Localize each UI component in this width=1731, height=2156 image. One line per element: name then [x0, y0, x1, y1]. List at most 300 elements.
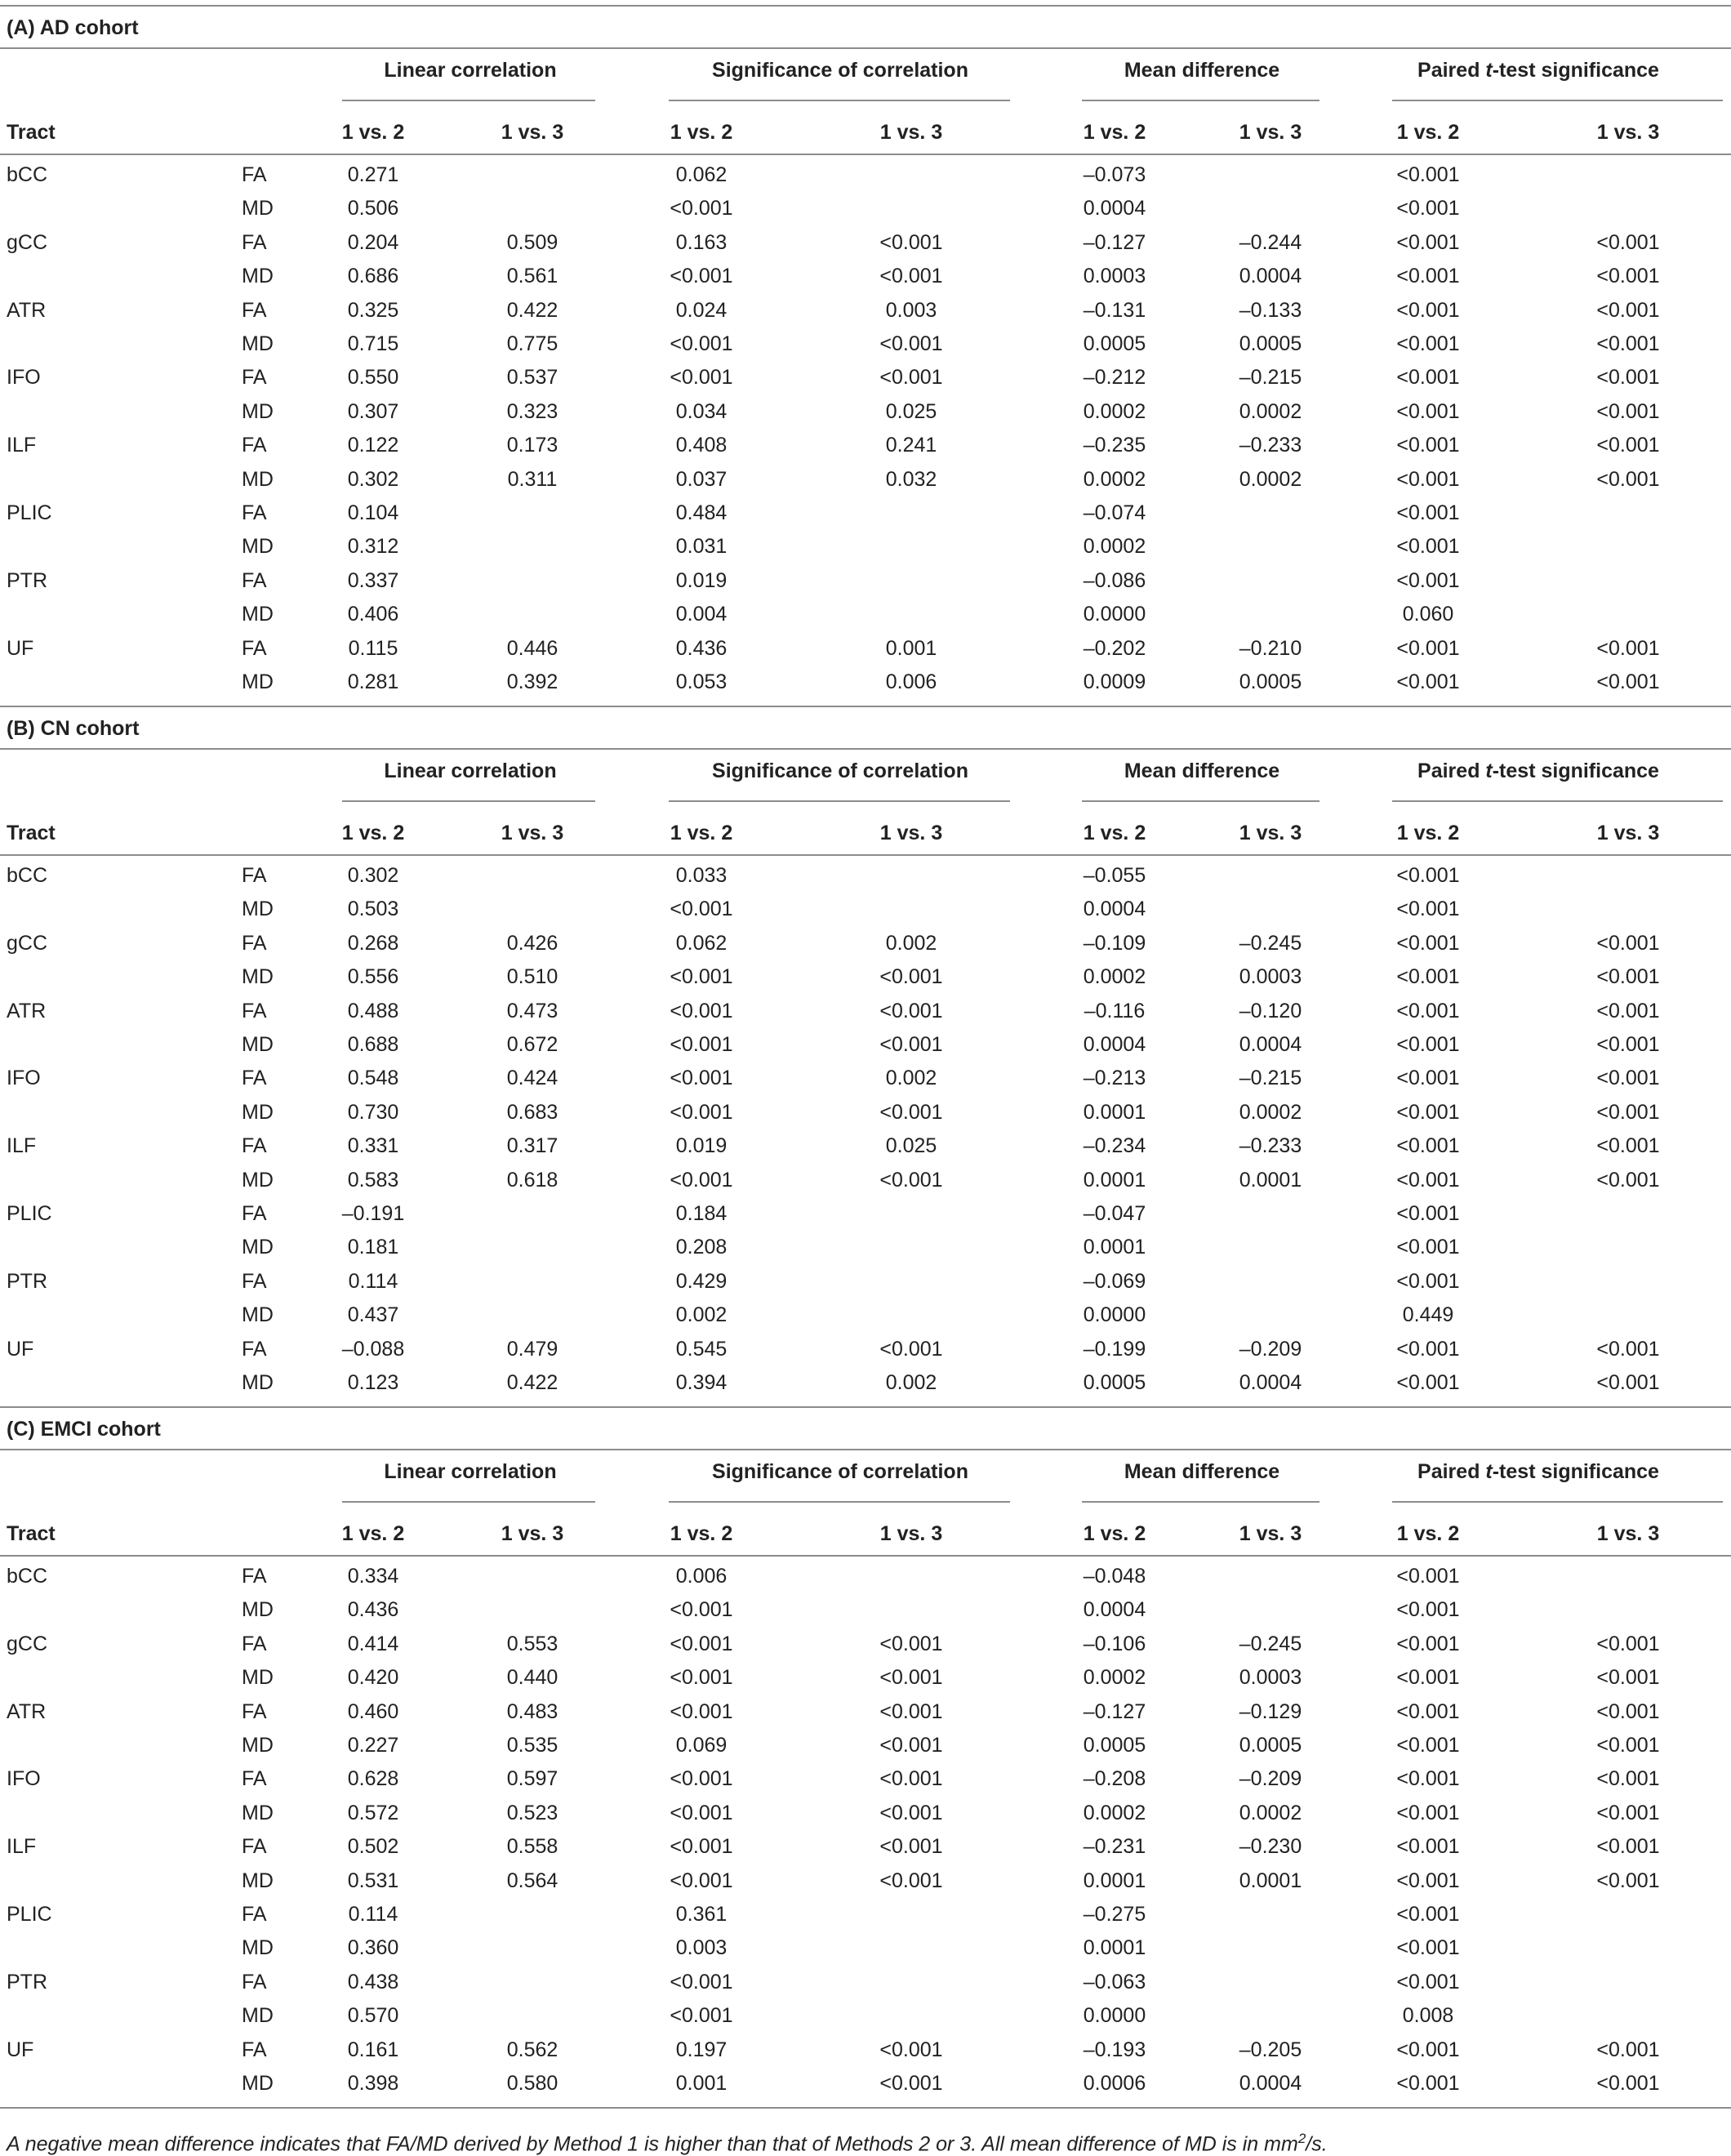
header-bottom-rule: [0, 1555, 1731, 1557]
group-header: Significance of correlation: [712, 59, 968, 82]
measure-label: FA: [242, 1134, 267, 1158]
measure-label: FA: [242, 1903, 267, 1926]
table-cell: 0.0001: [1083, 1168, 1146, 1192]
table-cell: 0.173: [506, 434, 558, 457]
table-cell: <0.001: [1396, 636, 1460, 660]
table-cell: –0.209: [1239, 1337, 1302, 1361]
table-cell: <0.001: [1396, 1033, 1460, 1056]
comparison-header: 1 vs. 3: [501, 822, 564, 844]
table-cell: <0.001: [1596, 1168, 1660, 1192]
table-cell: 0.483: [506, 1699, 558, 1723]
table-cell: <0.001: [1396, 265, 1460, 288]
table-cell: 0.0001: [1239, 1168, 1302, 1192]
table-cell: –0.209: [1239, 1767, 1302, 1791]
table-cell: <0.001: [879, 999, 943, 1022]
table-cell: <0.001: [1396, 1903, 1460, 1926]
measure-label: FA: [242, 2038, 267, 2061]
table-cell: 0.561: [506, 265, 558, 288]
table-cell: 0.406: [347, 603, 399, 626]
table-cell: <0.001: [1596, 467, 1660, 491]
table-cell: –0.129: [1239, 1699, 1302, 1723]
ttest-suffix: -test significance: [1492, 1460, 1659, 1483]
table-cell: 0.312: [347, 535, 399, 559]
table-cell: <0.001: [879, 1835, 943, 1859]
group-underline: [342, 100, 595, 101]
measure-label: MD: [242, 1734, 274, 1757]
table-cell: 0.003: [885, 298, 937, 322]
table-cell: 0.426: [506, 931, 558, 955]
table-cell: –0.086: [1083, 568, 1146, 592]
table-cell: 0.053: [675, 670, 728, 693]
table-cell: <0.001: [1596, 1371, 1660, 1394]
table-cell: <0.001: [1596, 1801, 1660, 1824]
table-cell: 0.479: [506, 1337, 558, 1361]
ttest-prefix: Paired: [1417, 1460, 1486, 1483]
comparison-header: 1 vs. 2: [1083, 1522, 1146, 1545]
section-bottom-rule: [0, 1406, 1731, 1408]
table-cell: <0.001: [670, 1598, 733, 1622]
table-cell: <0.001: [670, 1767, 733, 1791]
table-cell: <0.001: [1396, 965, 1460, 989]
table-cell: <0.001: [1596, 1767, 1660, 1791]
table-cell: 0.715: [347, 332, 399, 355]
table-cell: 0.510: [506, 965, 558, 989]
section-title: (A) AD cohort: [7, 16, 139, 39]
table-cell: 0.002: [885, 1371, 937, 1394]
table-cell: <0.001: [1596, 1632, 1660, 1655]
table-cell: <0.001: [879, 965, 943, 989]
table-cell: 0.034: [675, 399, 728, 423]
table-cell: <0.001: [670, 1869, 733, 1892]
table-cell: 0.334: [347, 1565, 399, 1588]
measure-label: FA: [242, 1067, 267, 1090]
table-cell: <0.001: [879, 1632, 943, 1655]
table-cell: –0.275: [1083, 1903, 1146, 1926]
table-cell: <0.001: [1396, 230, 1460, 254]
table-cell: 0.114: [348, 1903, 398, 1926]
table-cell: <0.001: [1596, 230, 1660, 254]
measure-label: FA: [242, 1970, 267, 1993]
comparison-header: 1 vs. 2: [670, 1522, 733, 1545]
table-cell: <0.001: [1396, 1801, 1460, 1824]
group-underline: [669, 100, 1010, 101]
table-cell: 0.0002: [1083, 399, 1146, 423]
table-cell: <0.001: [1596, 1134, 1660, 1158]
table-cell: 0.392: [506, 670, 558, 693]
table-cell: 0.424: [506, 1067, 558, 1090]
table-cell: 0.037: [675, 467, 728, 491]
measure-label: MD: [242, 670, 274, 693]
table-cell: 0.337: [347, 568, 399, 592]
measure-label: MD: [242, 197, 274, 220]
ttest-italic-t: t: [1485, 1460, 1493, 1483]
table-cell: 0.114: [348, 1269, 398, 1293]
measure-label: FA: [242, 1565, 267, 1588]
measure-label: MD: [242, 1666, 274, 1690]
table-cell: <0.001: [1396, 864, 1460, 887]
table-cell: 0.438: [347, 1970, 399, 1993]
table-cell: <0.001: [670, 197, 733, 220]
table-cell: 0.361: [675, 1903, 728, 1926]
measure-label: FA: [242, 999, 267, 1022]
group-underline-ttest: [1392, 800, 1723, 802]
table-cell: 0.0002: [1083, 535, 1146, 559]
measure-label: FA: [242, 1767, 267, 1791]
table-cell: –0.245: [1239, 931, 1302, 955]
table-cell: 0.446: [506, 636, 558, 660]
table-cell: 0.0001: [1083, 1236, 1146, 1259]
table-cell: –0.120: [1239, 999, 1302, 1022]
tract-name: IFO: [7, 1767, 41, 1791]
tract-name: IFO: [7, 366, 41, 390]
table-cell: 0.420: [347, 1666, 399, 1690]
comparison-header: 1 vs. 2: [670, 121, 733, 144]
group-underline-ttest: [1392, 100, 1723, 101]
table-cell: –0.215: [1239, 366, 1302, 390]
comparison-header: 1 vs. 2: [1396, 121, 1460, 144]
table-cell: 0.503: [347, 898, 399, 921]
tract-header: Tract: [7, 121, 56, 144]
measure-label: MD: [242, 467, 274, 491]
table-cell: <0.001: [879, 2038, 943, 2061]
table-cell: <0.001: [1396, 1767, 1460, 1791]
table-cell: –0.106: [1083, 1632, 1146, 1655]
comparison-header: 1 vs. 3: [879, 822, 943, 844]
table-cell: <0.001: [670, 1801, 733, 1824]
comparison-header: 1 vs. 2: [341, 1522, 405, 1545]
table-cell: 0.0003: [1239, 965, 1302, 989]
measure-label: MD: [242, 2004, 274, 2028]
table-cell: –0.073: [1083, 163, 1146, 186]
measure-label: FA: [242, 366, 267, 390]
group-header-ttest: [1417, 58, 1659, 82]
table-cell: <0.001: [1596, 999, 1660, 1022]
group-header: Linear correlation: [384, 760, 557, 782]
ttest-suffix: -test significance: [1492, 59, 1659, 82]
table-cell: 0.032: [885, 467, 937, 491]
table-cell: –0.127: [1083, 230, 1146, 254]
table-cell: 0.0000: [1083, 1303, 1146, 1327]
table-cell: 0.537: [506, 366, 558, 390]
table-cell: <0.001: [1596, 1100, 1660, 1124]
table-cell: 0.0005: [1239, 332, 1302, 355]
table-cell: 0.0004: [1083, 1033, 1146, 1056]
tract-name: IFO: [7, 1067, 41, 1090]
table-cell: 0.325: [347, 298, 399, 322]
table-cell: 0.025: [885, 1134, 937, 1158]
table-cell: <0.001: [1596, 1067, 1660, 1090]
table-cell: <0.001: [670, 999, 733, 1022]
comparison-header: 1 vs. 3: [501, 121, 564, 144]
table-cell: –0.208: [1083, 1767, 1146, 1791]
table-cell: 0.535: [506, 1734, 558, 1757]
table-cell: 0.0004: [1083, 898, 1146, 921]
table-cell: <0.001: [1596, 1869, 1660, 1892]
table-cell: 0.0002: [1239, 467, 1302, 491]
table-cell: <0.001: [1396, 1565, 1460, 1588]
footnote-superscript: 2: [1297, 2131, 1306, 2146]
table-cell: <0.001: [670, 1699, 733, 1723]
measure-label: MD: [242, 965, 274, 989]
table-cell: 0.0002: [1083, 1666, 1146, 1690]
measure-label: MD: [242, 898, 274, 921]
measure-label: MD: [242, 1371, 274, 1394]
table-cell: 0.0005: [1083, 1371, 1146, 1394]
table-cell: 0.006: [675, 1565, 728, 1588]
table-cell: 0.583: [347, 1168, 399, 1192]
table-cell: <0.001: [1396, 931, 1460, 955]
table-cell: –0.074: [1083, 501, 1146, 524]
table-cell: <0.001: [1396, 1371, 1460, 1394]
measure-label: MD: [242, 265, 274, 288]
table-cell: <0.001: [1596, 265, 1660, 288]
table-cell: 0.0002: [1239, 399, 1302, 423]
measure-label: FA: [242, 163, 267, 186]
table-cell: 0.006: [885, 670, 937, 693]
group-header: Significance of correlation: [712, 760, 968, 782]
section-title-rule: [0, 47, 1731, 49]
tract-name: gCC: [7, 931, 48, 955]
footnote-tail: /s.: [1306, 2132, 1328, 2156]
tract-header: Tract: [7, 1522, 56, 1545]
table-cell: 0.550: [347, 366, 399, 390]
table-cell: 0.436: [675, 636, 728, 660]
table-cell: <0.001: [1396, 1134, 1460, 1158]
comparison-header: 1 vs. 3: [1596, 121, 1660, 144]
table-cell: 0.460: [347, 1699, 399, 1723]
measure-label: FA: [242, 501, 267, 524]
tract-name: bCC: [7, 864, 48, 887]
table-cell: 0.271: [347, 163, 399, 186]
table-cell: 0.008: [1402, 2004, 1454, 2028]
table-cell: 0.531: [347, 1869, 399, 1892]
table-cell: 0.024: [675, 298, 728, 322]
table-cell: 0.204: [347, 230, 399, 254]
table-cell: 0.360: [347, 1936, 399, 1960]
table-cell: 0.570: [347, 2004, 399, 2028]
table-cell: 0.181: [347, 1236, 399, 1259]
table-cell: 0.268: [347, 931, 399, 955]
tract-name: UF: [7, 636, 34, 660]
tract-name: UF: [7, 1337, 34, 1361]
table-cell: 0.572: [347, 1801, 399, 1824]
table-cell: 0.060: [1402, 603, 1454, 626]
tract-name: PTR: [7, 1970, 47, 1993]
table-cell: <0.001: [1396, 2072, 1460, 2095]
measure-label: FA: [242, 636, 267, 660]
tract-name: ILF: [7, 1835, 37, 1859]
table-cell: 0.436: [347, 1598, 399, 1622]
ttest-prefix: Paired: [1417, 760, 1486, 782]
section-title-rule: [0, 1449, 1731, 1450]
table-cell: –0.202: [1083, 636, 1146, 660]
comparison-header: 1 vs. 3: [1596, 822, 1660, 844]
measure-label: MD: [242, 1801, 274, 1824]
table-cell: 0.0005: [1239, 670, 1302, 693]
table-cell: <0.001: [879, 2072, 943, 2095]
tract-name: ATR: [7, 999, 47, 1022]
table-cell: 0.227: [347, 1734, 399, 1757]
ttest-prefix: Paired: [1417, 59, 1486, 82]
table-cell: 0.509: [506, 230, 558, 254]
measure-label: FA: [242, 1835, 267, 1859]
tract-name: bCC: [7, 163, 48, 186]
table-cell: <0.001: [1596, 366, 1660, 390]
table-cell: <0.001: [879, 1100, 943, 1124]
table-cell: <0.001: [879, 1666, 943, 1690]
table-cell: <0.001: [1596, 636, 1660, 660]
group-header: Mean difference: [1124, 760, 1280, 782]
table-cell: 0.0001: [1083, 1936, 1146, 1960]
measure-label: FA: [242, 1269, 267, 1293]
group-underline: [1082, 1501, 1319, 1503]
table-cell: 0.0006: [1083, 2072, 1146, 2095]
table-cell: 0.0004: [1239, 265, 1302, 288]
table-cell: 0.002: [885, 931, 937, 955]
ttest-italic-t: t: [1485, 59, 1493, 82]
table-cell: 0.473: [506, 999, 558, 1022]
table-cell: <0.001: [1396, 999, 1460, 1022]
header-bottom-rule: [0, 854, 1731, 856]
table-cell: <0.001: [1396, 898, 1460, 921]
table-cell: 0.317: [506, 1134, 558, 1158]
table-cell: 0.580: [506, 2072, 558, 2095]
table-cell: 0.311: [507, 467, 558, 491]
group-underline: [342, 1501, 595, 1503]
table-cell: –0.231: [1083, 1835, 1146, 1859]
table-cell: <0.001: [1596, 1835, 1660, 1859]
measure-label: MD: [242, 1168, 274, 1192]
table-cell: 0.004: [675, 603, 728, 626]
table-cell: 0.0002: [1239, 1801, 1302, 1824]
tract-name: PTR: [7, 1269, 47, 1293]
table-cell: 0.001: [885, 636, 937, 660]
table-cell: –0.212: [1083, 366, 1146, 390]
table-cell: <0.001: [1396, 366, 1460, 390]
group-underline: [1082, 100, 1319, 101]
tract-name: ILF: [7, 1134, 37, 1158]
table-cell: 0.408: [675, 434, 728, 457]
table-cell: <0.001: [1596, 434, 1660, 457]
comparison-header: 1 vs. 3: [1239, 822, 1302, 844]
table-cell: –0.193: [1083, 2038, 1146, 2061]
table-cell: <0.001: [1396, 501, 1460, 524]
table-cell: <0.001: [1396, 670, 1460, 693]
table-cell: <0.001: [1396, 1835, 1460, 1859]
table-cell: <0.001: [1396, 1100, 1460, 1124]
table-cell: <0.001: [1396, 332, 1460, 355]
comparison-header: 1 vs. 2: [1396, 822, 1460, 844]
table-cell: 0.161: [347, 2038, 399, 2061]
table-cell: 0.0001: [1083, 1100, 1146, 1124]
header-bottom-rule: [0, 154, 1731, 155]
table-cell: <0.001: [1596, 1337, 1660, 1361]
table-cell: 0.197: [675, 2038, 728, 2061]
group-header: Mean difference: [1124, 59, 1280, 82]
table-cell: 0.0003: [1239, 1666, 1302, 1690]
table-cell: 0.0001: [1239, 1869, 1302, 1892]
group-header: Mean difference: [1124, 1460, 1280, 1483]
measure-label: MD: [242, 1936, 274, 1960]
comparison-header: 1 vs. 3: [879, 1522, 943, 1545]
group-underline-ttest: [1392, 1501, 1723, 1503]
comparison-header: 1 vs. 2: [670, 822, 733, 844]
table-cell: <0.001: [1396, 1269, 1460, 1293]
table-cell: <0.001: [670, 2004, 733, 2028]
table-cell: <0.001: [1396, 298, 1460, 322]
table-cell: 0.062: [675, 931, 728, 955]
table-cell: <0.001: [670, 332, 733, 355]
tract-name: ATR: [7, 298, 47, 322]
measure-label: FA: [242, 230, 267, 254]
table-cell: <0.001: [1596, 1666, 1660, 1690]
table-cell: 0.0001: [1083, 1869, 1146, 1892]
table-cell: –0.088: [341, 1337, 405, 1361]
table-cell: <0.001: [879, 265, 943, 288]
ttest-suffix: -test significance: [1492, 760, 1659, 782]
tract-name: ILF: [7, 434, 37, 457]
table-cell: <0.001: [1596, 1734, 1660, 1757]
table-cell: 0.688: [347, 1033, 399, 1056]
tract-header: Tract: [7, 822, 56, 844]
table-cell: 0.019: [675, 568, 728, 592]
table-cell: <0.001: [670, 1033, 733, 1056]
table-cell: <0.001: [1396, 568, 1460, 592]
table-cell: 0.414: [347, 1632, 399, 1655]
tract-name: PTR: [7, 568, 47, 592]
measure-label: MD: [242, 603, 274, 626]
table-footnote: [7, 2127, 1328, 2156]
table-cell: <0.001: [879, 1801, 943, 1824]
table-cell: 0.672: [506, 1033, 558, 1056]
measure-label: MD: [242, 1598, 274, 1622]
table-cell: –0.215: [1239, 1067, 1302, 1090]
group-underline: [669, 800, 1010, 802]
group-header: Significance of correlation: [712, 1460, 968, 1483]
table-cell: 0.553: [506, 1632, 558, 1655]
table-cell: –0.234: [1083, 1134, 1146, 1158]
table-cell: <0.001: [1396, 2038, 1460, 2061]
table-cell: –0.233: [1239, 434, 1302, 457]
tract-name: PLIC: [7, 1202, 52, 1225]
table-cell: <0.001: [670, 1168, 733, 1192]
comparison-header: 1 vs. 2: [341, 822, 405, 844]
table-cell: 0.488: [347, 999, 399, 1022]
table-cell: –0.133: [1239, 298, 1302, 322]
table-cell: 0.163: [675, 230, 728, 254]
table-cell: 0.0004: [1239, 1033, 1302, 1056]
table-cell: <0.001: [1396, 1666, 1460, 1690]
table-cell: 0.730: [347, 1100, 399, 1124]
table-cell: <0.001: [670, 366, 733, 390]
table-cell: –0.109: [1083, 931, 1146, 955]
section-title-rule: [0, 748, 1731, 750]
table-cell: 0.618: [506, 1168, 558, 1192]
table-cell: <0.001: [1396, 1202, 1460, 1225]
table-cell: 0.686: [347, 265, 399, 288]
table-cell: 0.302: [347, 864, 399, 887]
table-cell: 0.001: [675, 2072, 728, 2095]
table-cell: <0.001: [1596, 965, 1660, 989]
table-cell: 0.775: [506, 332, 558, 355]
table-cell: 0.0002: [1083, 467, 1146, 491]
tract-name: PLIC: [7, 1903, 52, 1926]
table-cell: 0.394: [675, 1371, 728, 1394]
table-cell: 0.025: [885, 399, 937, 423]
table-cell: –0.063: [1083, 1970, 1146, 1993]
table-cell: 0.0005: [1083, 332, 1146, 355]
table-cell: <0.001: [1396, 1699, 1460, 1723]
